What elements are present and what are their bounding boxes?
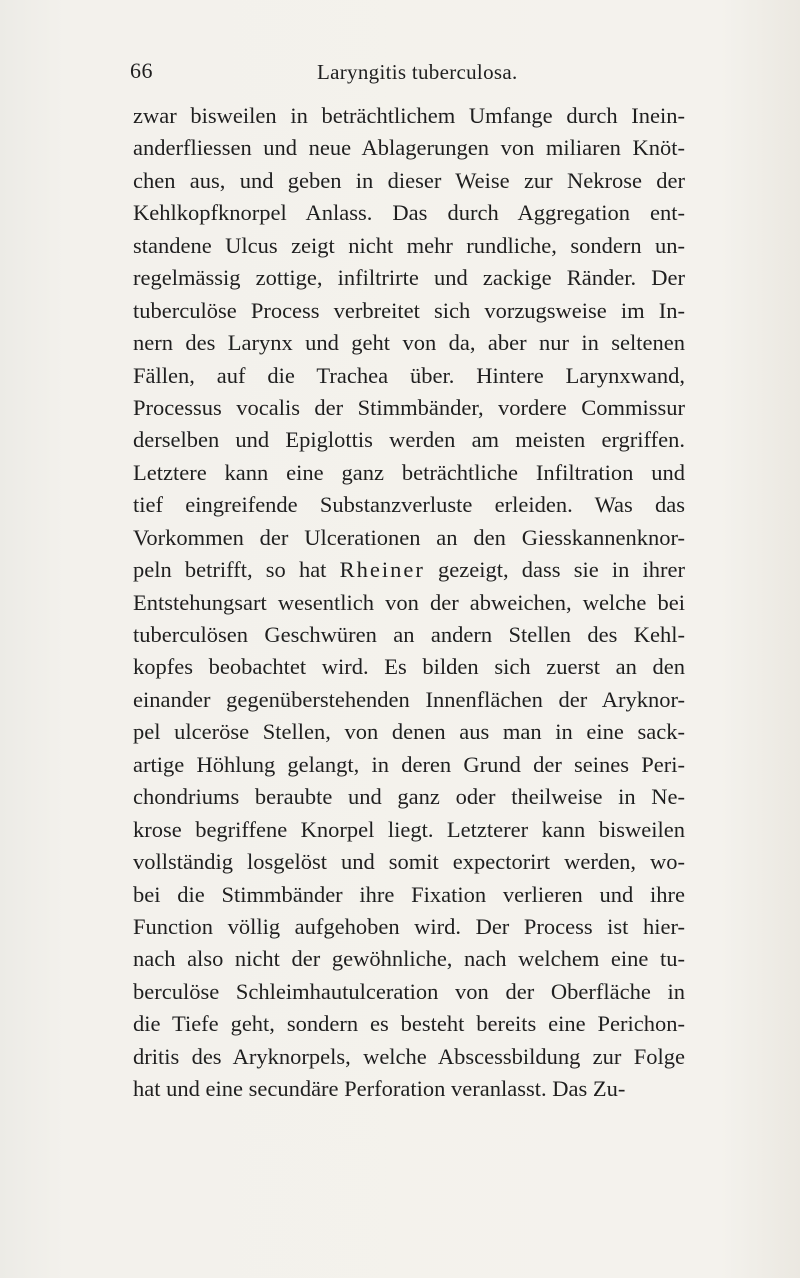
text-line: nach also nicht der gewöhnliche, nach welchem eine tu- (133, 946, 685, 972)
text-line: die Tiefe geht, sondern es besteht bereits eine Perichon- (133, 1011, 685, 1037)
text-line: dritis des Aryknorpels, welche Abscessbildung zur Folge (133, 1043, 685, 1069)
text-line: zwar bisweilen in beträchtlichem Umfange durch Inein- (133, 103, 685, 128)
text-line: chondriums beraubte und ganz oder theilweise in Ne- (133, 784, 685, 810)
text-line: Processus vocalis der Stimmbänder, vordere Commissur (133, 394, 685, 420)
text-line: chen aus, und geben in dieser Weise zur Nekrose der (133, 167, 685, 193)
page-number: 66 (130, 58, 153, 83)
text-line: pel ulceröse Stellen, von denen aus man in eine sack- (133, 719, 685, 745)
text-line: Function völlig aufgehoben wird. Der Process ist hier- (133, 913, 685, 939)
text-line: krose begriffene Knorpel liegt. Letzterer kann bisweilen (133, 816, 685, 842)
text-line-with-author (133, 554, 685, 586)
page-header (130, 58, 690, 88)
text-line: Entstehungsart wesentlich von der abweichen, welche bei (133, 589, 685, 615)
text-line: tief eingreifende Substanzverluste erleiden. Was das (133, 492, 685, 518)
text-line: kopfes beobachtet wird. Es bilden sich zuerst an den (133, 654, 685, 680)
text-line: Kehlkopfknorpel Anlass. Das durch Aggregation ent- (133, 200, 685, 226)
text-segment: peln betrifft, so hat (133, 557, 340, 583)
text-line: vollständig losgelöst und somit expectorirt werden, wo- (133, 849, 685, 875)
text-line: Letztere kann eine ganz beträchtliche Infiltration und (133, 459, 685, 485)
running-title: Laryngitis tuberculosa. (317, 60, 518, 84)
text-line: einander gegenüberstehenden Innenflächen der Aryknor- (133, 686, 685, 712)
body-text (133, 100, 685, 1106)
text-line: tuberculöse Process verbreitet sich vorzugsweise im In- (133, 297, 685, 323)
text-line: nern des Larynx und geht von da, aber nur in seltenen (133, 330, 685, 356)
text-line: berculöse Schleimhautulceration von der Oberfläche in (133, 978, 685, 1004)
text-line: bei die Stimmbänder ihre Fixation verlieren und ihre (133, 881, 685, 907)
text-line: anderfliessen und neue Ablagerungen von miliaren Knöt- (133, 135, 685, 161)
text-line: hat und eine secundäre Perforation veranlasst. Das Zu- (133, 1076, 626, 1102)
author-name: Rheiner (339, 557, 425, 583)
text-line: Fällen, auf die Trachea über. Hintere Larynxwand, (133, 362, 685, 388)
text-line: derselben und Epiglottis werden am meisten ergriffen. (133, 427, 685, 453)
text-line: artige Höhlung gelangt, in deren Grund der seines Peri- (133, 751, 685, 777)
text-line: standene Ulcus zeigt nicht mehr rundliche, sondern un- (133, 232, 685, 258)
text-line: Vorkommen der Ulcerationen an den Giesskannenknor- (133, 524, 685, 550)
text-line: tuberculösen Geschwüren an andern Stellen des Kehl- (133, 622, 685, 647)
text-segment: gezeigt, dass sie in ihrer (424, 557, 685, 583)
text-line: regelmässig zottige, infiltrirte und zackige Ränder. Der (133, 265, 685, 291)
